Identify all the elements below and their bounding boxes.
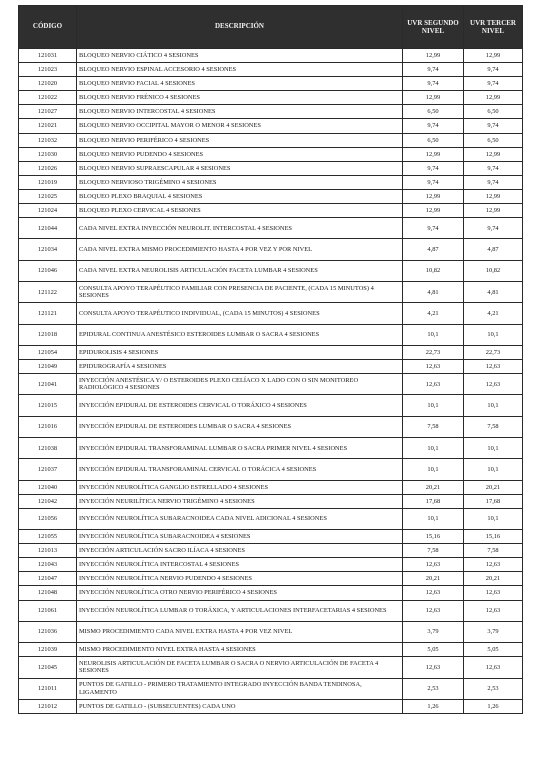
row-description: BLOQUEO NERVIO FACIAL 4 SESIONES	[77, 77, 403, 91]
row-uvr-tercer: 22,73	[464, 345, 523, 359]
table-row	[19, 558, 523, 572]
row-uvr-tercer: 12,99	[464, 91, 523, 105]
row-description: CONSULTA APOYO TERAPÉUTICO FAMILIAR CON PRESENCIA DE PACIENTE, (CADA 15 MINUTOS) 4 SESIONES	[77, 282, 403, 303]
table-row	[19, 657, 523, 678]
row-code: 121013	[19, 544, 77, 558]
table-row	[19, 204, 523, 218]
row-code: 121021	[19, 119, 77, 133]
row-uvr-tercer: 12,63	[464, 360, 523, 374]
row-code: 121018	[19, 324, 77, 345]
row-description: BLOQUEO NERVIO FRÉNICO 4 SESIONES	[77, 91, 403, 105]
row-uvr-tercer: 9,74	[464, 77, 523, 91]
row-uvr-segundo: 12,63	[403, 558, 464, 572]
row-uvr-tercer: 12,99	[464, 189, 523, 203]
row-uvr-tercer: 3,79	[464, 621, 523, 642]
row-code: 121044	[19, 218, 77, 239]
row-description: INYECCIÓN NEUROLÍTICA LUMBAR O TORÁXICA, Y ARTICULACIONES INTERFACETARIAS 4 SESIONES	[77, 600, 403, 621]
row-uvr-tercer: 9,74	[464, 119, 523, 133]
row-description: BLOQUEO PLEXO CERVICAL 4 SESIONES	[77, 204, 403, 218]
row-uvr-tercer: 12,99	[464, 204, 523, 218]
row-description: MISMO PROCEDIMIENTO CADA NIVEL EXTRA HASTA 4 POR VEZ NIVEL	[77, 621, 403, 642]
row-code: 121045	[19, 657, 77, 678]
row-description: BLOQUEO NERVIO INTERCOSTAL 4 SESIONES	[77, 105, 403, 119]
table-row	[19, 345, 523, 359]
row-uvr-segundo: 2,53	[403, 678, 464, 699]
row-code: 121041	[19, 374, 77, 395]
row-uvr-segundo: 10,82	[403, 260, 464, 281]
row-description: EPIDUROGRAFÍA 4 SESIONES	[77, 360, 403, 374]
document-page	[18, 5, 522, 714]
row-uvr-segundo: 6,50	[403, 133, 464, 147]
row-uvr-segundo: 20,21	[403, 572, 464, 586]
row-code: 121040	[19, 480, 77, 494]
row-description: BLOQUEO NERVIO PUDENDO 4 SESIONES	[77, 147, 403, 161]
row-description: INYECCIÓN NEUROLÍTICA SUBARACNOIDEA CADA NIVEL ADICIONAL 4 SESIONES	[77, 508, 403, 529]
row-uvr-segundo: 15,16	[403, 530, 464, 544]
row-code: 121012	[19, 699, 77, 713]
row-uvr-segundo: 22,73	[403, 345, 464, 359]
row-uvr-tercer: 4,87	[464, 239, 523, 260]
row-description: CADA NIVEL EXTRA MISMO PROCEDIMIENTO HASTA 4 POR VEZ Y POR NIVEL	[77, 239, 403, 260]
row-uvr-tercer: 1,26	[464, 699, 523, 713]
row-uvr-tercer: 10,1	[464, 459, 523, 480]
row-uvr-segundo: 10,1	[403, 324, 464, 345]
table-row	[19, 600, 523, 621]
row-description: BLOQUEO NERVIO OCCIPITAL MAYOR O MENOR 4 SESIONES	[77, 119, 403, 133]
row-description: CADA NIVEL EXTRA INYECCIÓN NEUROLIT. INTERCOSTAL 4 SESIONES	[77, 218, 403, 239]
table-row	[19, 416, 523, 437]
table-row	[19, 133, 523, 147]
table-row	[19, 175, 523, 189]
row-code: 121025	[19, 189, 77, 203]
row-uvr-tercer: 9,74	[464, 218, 523, 239]
table-row	[19, 494, 523, 508]
row-uvr-segundo: 9,74	[403, 77, 464, 91]
row-code: 121047	[19, 572, 77, 586]
row-uvr-tercer: 7,58	[464, 416, 523, 437]
row-uvr-segundo: 9,74	[403, 161, 464, 175]
row-code: 121061	[19, 600, 77, 621]
row-description: INYECCIÓN NEUROLÍTICA OTRO NERVIO PERIFÉRICO 4 SESIONES	[77, 586, 403, 600]
table-body	[19, 49, 523, 714]
row-code: 121016	[19, 416, 77, 437]
row-uvr-tercer: 12,63	[464, 558, 523, 572]
row-uvr-tercer: 20,21	[464, 480, 523, 494]
table-row	[19, 459, 523, 480]
table-header	[19, 6, 523, 49]
row-uvr-segundo: 12,99	[403, 147, 464, 161]
row-uvr-segundo: 10,1	[403, 395, 464, 416]
row-uvr-tercer: 4,81	[464, 282, 523, 303]
row-code: 121049	[19, 360, 77, 374]
row-description: BLOQUEO PLEXO BRAQUIAL 4 SESIONES	[77, 189, 403, 203]
row-uvr-segundo: 9,74	[403, 218, 464, 239]
table-row	[19, 544, 523, 558]
row-uvr-segundo: 4,21	[403, 303, 464, 324]
row-code: 121056	[19, 508, 77, 529]
row-uvr-segundo: 12,63	[403, 600, 464, 621]
row-description: INYECCIÓN EPIDURAL DE ESTEROIDES LUMBAR O SACRA 4 SESIONES	[77, 416, 403, 437]
row-code: 121023	[19, 63, 77, 77]
table-row	[19, 239, 523, 260]
row-uvr-segundo: 10,1	[403, 459, 464, 480]
row-code: 121042	[19, 494, 77, 508]
row-description: BLOQUEO NERVIO SUPRAESCAPULAR 4 SESIONES	[77, 161, 403, 175]
table-row	[19, 374, 523, 395]
row-uvr-tercer: 5,05	[464, 643, 523, 657]
table-row	[19, 678, 523, 699]
row-code: 121020	[19, 77, 77, 91]
row-uvr-tercer: 10,82	[464, 260, 523, 281]
row-code: 121121	[19, 303, 77, 324]
table-row	[19, 189, 523, 203]
row-uvr-segundo: 3,79	[403, 621, 464, 642]
table-row	[19, 282, 523, 303]
row-code: 121046	[19, 260, 77, 281]
table-row	[19, 508, 523, 529]
row-description: NEUROLISIS ARTICULACIÓN DE FACETA LUMBAR O SACRA O NERVIO ARTICULACIÓN DE FACETA 4 SESIONES	[77, 657, 403, 678]
row-uvr-tercer: 10,1	[464, 395, 523, 416]
table-row	[19, 530, 523, 544]
row-uvr-tercer: 20,21	[464, 572, 523, 586]
row-uvr-tercer: 12,63	[464, 586, 523, 600]
row-description: INYECCIÓN ANESTÉSICA Y/ O ESTEROIDES PLEXO CELÍACO X LADO CON O SIN MONITOREO RADIOLÓGICO 4 SESIONES	[77, 374, 403, 395]
table-row	[19, 324, 523, 345]
row-description: INYECCIÓN NEUROLÍTICA NERVIO PUDENDO 4 SESIONES	[77, 572, 403, 586]
row-code: 121055	[19, 530, 77, 544]
row-code: 121031	[19, 49, 77, 63]
row-description: INYECCIÓN EPIDURAL TRANSFORAMINAL CERVICAL O TORÁCICA 4 SESIONES	[77, 459, 403, 480]
row-code: 121022	[19, 91, 77, 105]
row-uvr-segundo: 9,74	[403, 175, 464, 189]
row-description: PUNTOS DE GATILLO - PRIMERO TRATAMIENTO INTEGRADO INYECCIÓN BANDA TENDINOSA, LIGAMENTO	[77, 678, 403, 699]
header-descripcion: DESCRIPCIÓN	[77, 6, 403, 49]
row-uvr-tercer: 9,74	[464, 63, 523, 77]
row-uvr-tercer: 10,1	[464, 324, 523, 345]
table-row	[19, 480, 523, 494]
row-code: 121026	[19, 161, 77, 175]
table-row	[19, 119, 523, 133]
table-row	[19, 586, 523, 600]
row-uvr-tercer: 12,63	[464, 600, 523, 621]
row-uvr-segundo: 7,58	[403, 416, 464, 437]
tariff-table	[18, 5, 523, 714]
row-description: MISMO PROCEDIMIENTO NIVEL EXTRA HASTA 4 SESIONES	[77, 643, 403, 657]
row-description: INYECCIÓN NEUROLÍTICA SUBARACNOIDEA 4 SESIONES	[77, 530, 403, 544]
row-description: INYECCIÓN EPIDURAL TRANSFORAMINAL LUMBAR O SACRA PRIMER NIVEL 4 SESIONES	[77, 437, 403, 458]
row-description: BLOQUEO NERVIO CIÁTICO 4 SESIONES	[77, 49, 403, 63]
row-uvr-tercer: 2,53	[464, 678, 523, 699]
header-uvr-tercer-nivel: UVR TERCER NIVEL	[464, 6, 523, 49]
table-row	[19, 105, 523, 119]
row-code: 121122	[19, 282, 77, 303]
row-uvr-tercer: 12,63	[464, 657, 523, 678]
row-uvr-segundo: 12,63	[403, 586, 464, 600]
row-code: 121011	[19, 678, 77, 699]
row-uvr-tercer: 7,58	[464, 544, 523, 558]
row-description: INYECCIÓN EPIDURAL DE ESTEROIDES CERVICAL O TORÁXICO 4 SESIONES	[77, 395, 403, 416]
row-code: 121038	[19, 437, 77, 458]
row-uvr-tercer: 10,1	[464, 437, 523, 458]
row-uvr-segundo: 17,68	[403, 494, 464, 508]
row-code: 121027	[19, 105, 77, 119]
row-code: 121032	[19, 133, 77, 147]
row-uvr-tercer: 6,50	[464, 105, 523, 119]
row-description: INYECCIÓN NEUROLÍTICA GANGLIO ESTRELLADO 4 SESIONES	[77, 480, 403, 494]
row-uvr-tercer: 10,1	[464, 508, 523, 529]
table-row	[19, 63, 523, 77]
row-code: 121030	[19, 147, 77, 161]
row-uvr-segundo: 9,74	[403, 63, 464, 77]
table-row	[19, 49, 523, 63]
table-row	[19, 260, 523, 281]
row-uvr-segundo: 12,99	[403, 91, 464, 105]
row-uvr-tercer: 4,21	[464, 303, 523, 324]
row-code: 121048	[19, 586, 77, 600]
row-description: BLOQUEO NERVIO ESPINAL ACCESORIO 4 SESIONES	[77, 63, 403, 77]
row-uvr-segundo: 6,50	[403, 105, 464, 119]
row-description: PUNTOS DE GATILLO - (SUBSECUENTES) CADA UNO	[77, 699, 403, 713]
row-uvr-segundo: 10,1	[403, 437, 464, 458]
table-row	[19, 437, 523, 458]
row-uvr-tercer: 12,63	[464, 374, 523, 395]
row-uvr-segundo: 12,99	[403, 204, 464, 218]
row-code: 121039	[19, 643, 77, 657]
row-code: 121036	[19, 621, 77, 642]
table-row	[19, 161, 523, 175]
row-uvr-segundo: 12,63	[403, 657, 464, 678]
row-code: 121054	[19, 345, 77, 359]
row-code: 121024	[19, 204, 77, 218]
row-description: BLOQUEO NERVIOSO TRIGÉMINO 4 SESIONES	[77, 175, 403, 189]
row-uvr-segundo: 5,05	[403, 643, 464, 657]
row-uvr-segundo: 12,99	[403, 49, 464, 63]
row-uvr-segundo: 7,58	[403, 544, 464, 558]
row-uvr-tercer: 9,74	[464, 175, 523, 189]
row-uvr-segundo: 4,87	[403, 239, 464, 260]
row-description: INYECCIÓN ARTICULACIÓN SACRO ILÍACA 4 SESIONES	[77, 544, 403, 558]
table-row	[19, 147, 523, 161]
row-code: 121019	[19, 175, 77, 189]
table-row	[19, 643, 523, 657]
table-row	[19, 360, 523, 374]
row-uvr-segundo: 20,21	[403, 480, 464, 494]
row-uvr-segundo: 12,63	[403, 374, 464, 395]
header-uvr-segundo-nivel: UVR SEGUNDO NIVEL	[403, 6, 464, 49]
row-code: 121043	[19, 558, 77, 572]
row-uvr-tercer: 12,99	[464, 49, 523, 63]
row-description: INYECCIÓN NEUROLÍTICA INTERCOSTAL 4 SESIONES	[77, 558, 403, 572]
row-uvr-tercer: 12,99	[464, 147, 523, 161]
row-uvr-segundo: 12,99	[403, 189, 464, 203]
row-uvr-segundo: 9,74	[403, 119, 464, 133]
row-uvr-tercer: 6,50	[464, 133, 523, 147]
row-description: CADA NIVEL EXTRA NEUROLISIS ARTICULACIÓN FACETA LUMBAR 4 SESIONES	[77, 260, 403, 281]
row-uvr-tercer: 9,74	[464, 161, 523, 175]
row-description: BLOQUEO NERVIO PERIFÉRICO 4 SESIONES	[77, 133, 403, 147]
table-row	[19, 621, 523, 642]
row-uvr-segundo: 1,26	[403, 699, 464, 713]
table-row	[19, 395, 523, 416]
row-code: 121037	[19, 459, 77, 480]
table-row	[19, 572, 523, 586]
row-uvr-segundo: 4,81	[403, 282, 464, 303]
row-description: CONSULTA APOYO TERAPÉUTICO INDIVIDUAL, (CADA 15 MINUTOS) 4 SESIONES	[77, 303, 403, 324]
row-code: 121034	[19, 239, 77, 260]
table-row	[19, 699, 523, 713]
row-uvr-tercer: 17,68	[464, 494, 523, 508]
row-description: EPIDURAL CONTINUA ANESTÉSICO ESTEROIDES LUMBAR O SACRA 4 SESIONES	[77, 324, 403, 345]
row-uvr-segundo: 12,63	[403, 360, 464, 374]
header-codigo: CÓDIGO	[19, 6, 77, 49]
table-row	[19, 77, 523, 91]
row-uvr-segundo: 10,1	[403, 508, 464, 529]
table-row	[19, 218, 523, 239]
table-row	[19, 91, 523, 105]
row-code: 121015	[19, 395, 77, 416]
table-row	[19, 303, 523, 324]
row-uvr-tercer: 15,16	[464, 530, 523, 544]
row-description: INYECCIÓN NEURILÍTICA NERVIO TRIGÉMINO 4 SESIONES	[77, 494, 403, 508]
row-description: EPIDUROLISIS 4 SESIONES	[77, 345, 403, 359]
